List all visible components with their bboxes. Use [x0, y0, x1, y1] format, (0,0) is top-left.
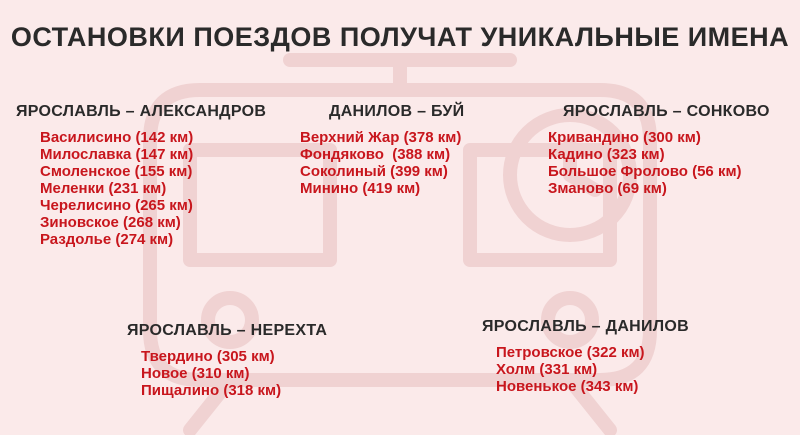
station-item: Черелисино (265 км) — [40, 197, 193, 214]
station-list — [482, 344, 689, 395]
route-name: ЯРОСЛАВЛЬ – НЕРЕХТА — [127, 322, 328, 339]
station-item: Милославка (147 км) — [40, 146, 194, 163]
station-item: Твердино (305 км) — [141, 348, 275, 365]
station-item: Пищалино (318 км) — [141, 382, 282, 399]
station-item: Кривандино (300 км) — [548, 129, 701, 146]
station-item: Фондяково (388 км) — [300, 146, 451, 163]
station-item: Змановo (69 км) — [548, 180, 667, 197]
route-danilov-buy — [300, 103, 464, 197]
route-name: ЯРОСЛАВЛЬ – АЛЕКСАНДРОВ — [16, 103, 267, 120]
station-item: Новое (310 км) — [141, 365, 250, 382]
station-list — [300, 129, 464, 197]
route-yaroslavl-nerekhta — [127, 322, 327, 399]
station-item: Соколиный (399 км) — [300, 163, 448, 180]
station-list — [16, 129, 266, 248]
station-item: Холм (331 км) — [496, 361, 598, 378]
station-item: Смоленское (155 км) — [40, 163, 193, 180]
route-yaroslavl-danilov — [482, 318, 689, 395]
station-item: Меленки (231 км) — [40, 180, 167, 197]
station-item: Кадино (323 км) — [548, 146, 665, 163]
station-item: Петровское (322 км) — [496, 344, 645, 361]
station-item: Минино (419 км) — [300, 180, 421, 197]
station-item: Василисино (142 км) — [40, 129, 194, 146]
station-item: Верхний Жар (378 км) — [300, 129, 462, 146]
route-name: ДАНИЛОВ – БУЙ — [329, 103, 465, 120]
route-name: ЯРОСЛАВЛЬ – ДАНИЛОВ — [482, 318, 689, 335]
station-list — [548, 129, 770, 197]
route-name: ЯРОСЛАВЛЬ – СОНКОВО — [563, 103, 770, 120]
route-yaroslavl-aleksandrov — [16, 103, 266, 248]
station-item: Новенькое (343 км) — [496, 378, 639, 395]
station-item: Раздолье (274 км) — [40, 231, 174, 248]
station-item: Большое Фролово (56 км) — [548, 163, 742, 180]
route-yaroslavl-sonkovo — [548, 103, 770, 197]
page-title: ОСТАНОВКИ ПОЕЗДОВ ПОЛУЧАТ УНИКАЛЬНЫЕ ИМЕНА — [10, 22, 790, 52]
station-item: Зиновское (268 км) — [40, 214, 181, 231]
station-list — [127, 348, 327, 399]
